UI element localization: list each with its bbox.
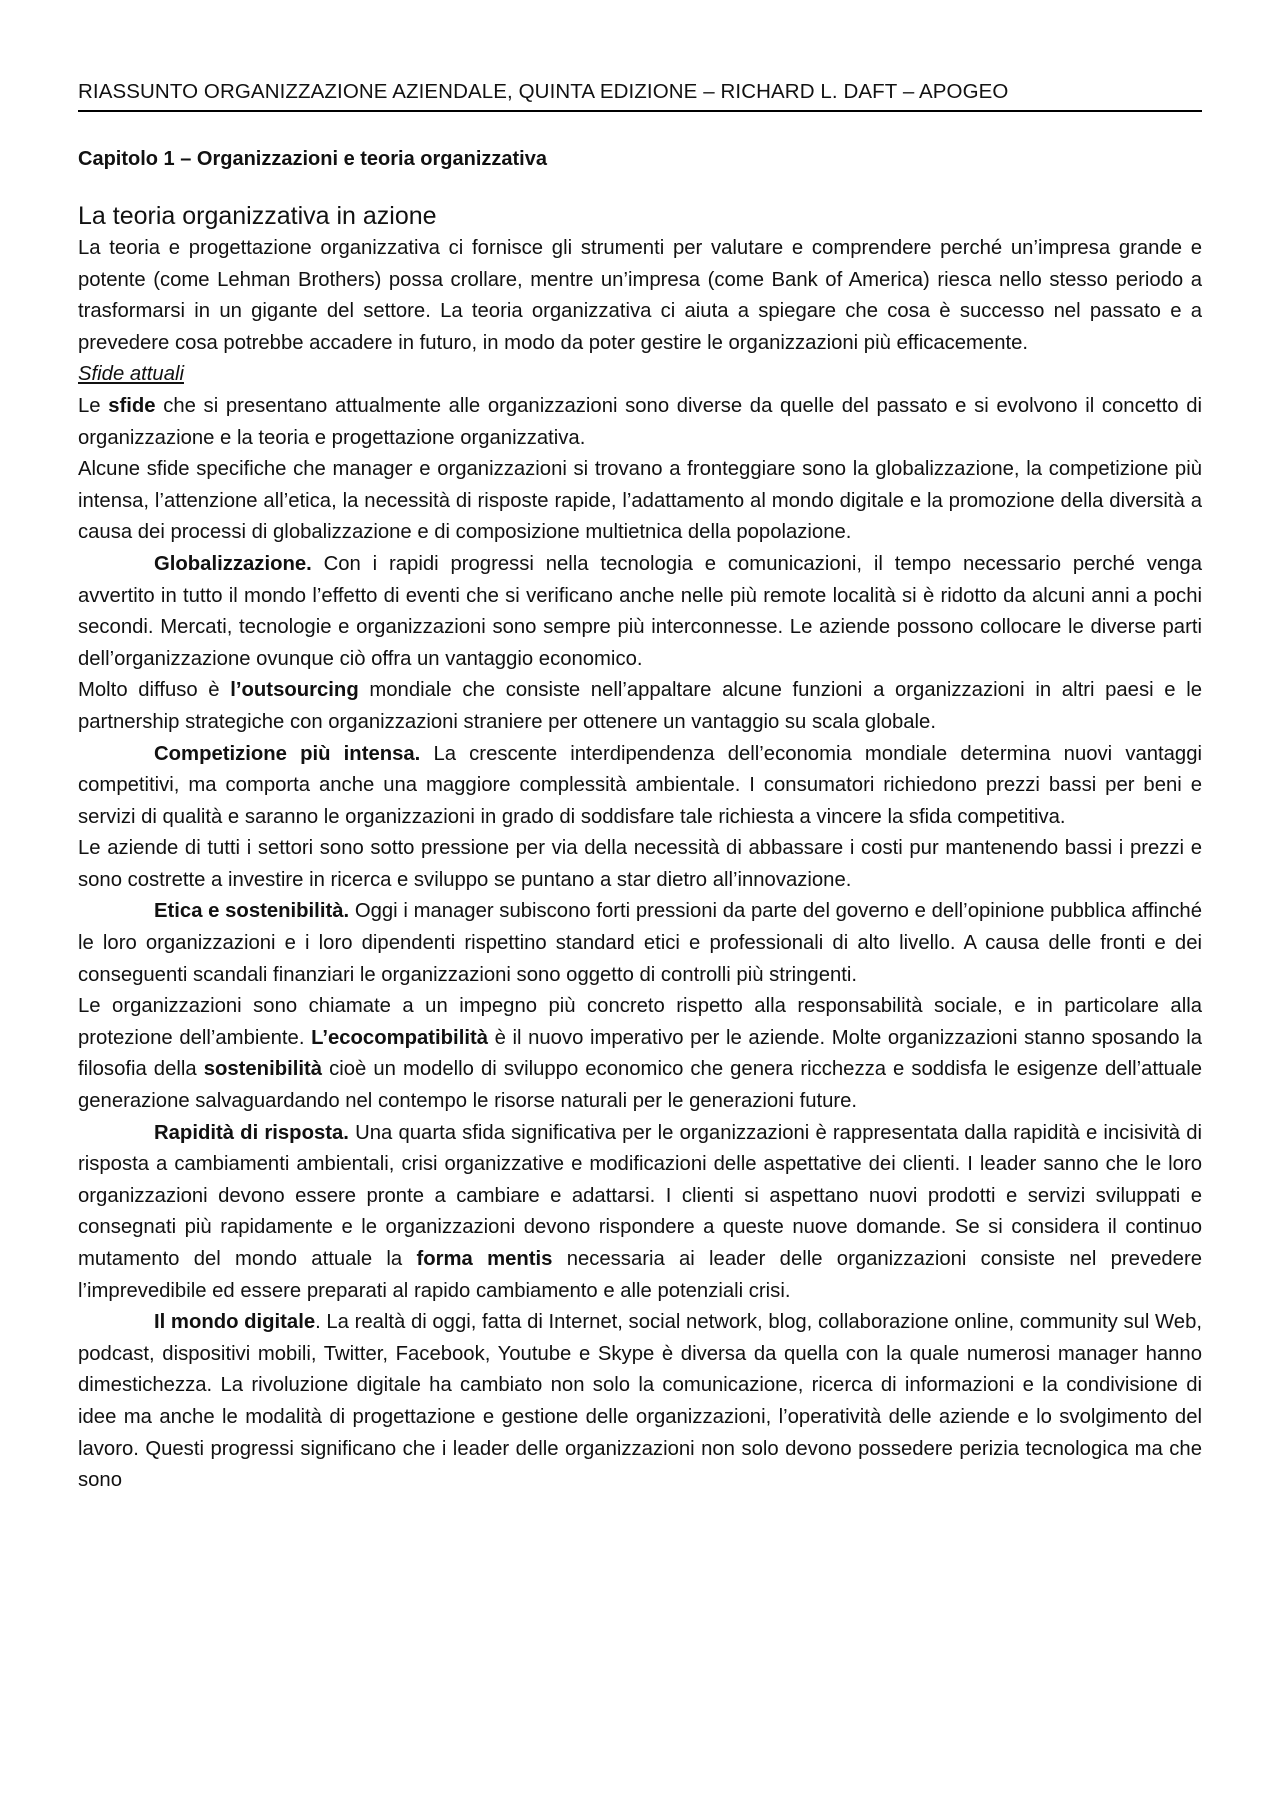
bold-term-sfide: sfide [108,394,156,417]
text-run: cioè un modello di sviluppo economico che genera ricchezza e soddisfa le esigenze dell’attuale generazione salvaguardando nel contempo le risorse naturali per le generazioni future. [78,1058,1202,1113]
bold-term-outsourcing: l’outsourcing [230,679,359,702]
label-etica: Etica e sostenibilità. [154,900,350,923]
text-run: Le [78,394,109,417]
sfide-paragraph-1 [78,391,1202,454]
label-competizione: Competizione più intensa. [154,742,421,765]
chapter-title: Capitolo 1 – Organizzazioni e teoria organizzativa [78,148,547,170]
text-run: Con i rapidi progressi nella tecnologia e comunicazioni, il tempo necessario perché venga avvertito in tutto il mondo l’effetto di eventi che si verificano anche nelle più remote località si è ridotto da alcuni anni a pochi secondi. Mercati, tecnologie e organizzazioni sono sempre più interconnesse. Le aziende possono collocare le diverse parti dell’organizzazione ovunque ciò offra un vantaggio economico. [78,552,1202,670]
text-run: è il nuovo imperativo per le aziende. Molte organizzazioni stanno sposando la filosofia della [78,1026,1202,1081]
text-run: Le organizzazioni sono chiamate a un impegno più concreto rispetto alla responsabilità sociale, e in particolare alla protezione dell’ambiente. [78,995,1202,1049]
label-globalizzazione: Globalizzazione. [154,552,312,575]
text-run: . La realtà di oggi, fatta di Internet, social network, blog, collaborazione online, community sul Web, podcast, dispositivi mobili, Twitter, Facebook, Youtube e Skype è diversa da quella con la quale numerosi manager hanno dimestichezza. La rivoluzione digitale ha cambiato non solo la comunicazione, ricerca di informazioni e la condivisione di idee ma anche le modalità di progettazione e gestione delle organizzazioni, l’operatività delle aziende e lo svolgimento del lavoro. Questi progressi significano che i leader delle organizzazioni non solo devono possedere perizia tecnologica ma che sono [78,1311,1202,1492]
text-run: mondiale che consiste nell’appaltare alcune funzioni a organizzazioni in altri paesi e le partnership strategiche con organizzazioni straniere per ottenere un vantaggio su scala globale. [78,679,1203,733]
globalizzazione-paragraph [78,549,1202,675]
page-content [78,148,1202,1497]
rapidita-paragraph [78,1118,1202,1308]
competizione-paragraph-2: Le aziende di tutti i settori sono sotto pressione per via della necessità di abbassare i costi pur mantenendo bassi i prezzi e sono costrette a investire in ricerca e sviluppo se puntano a star dietro all’innovazione. [78,837,1202,891]
etica-paragraph [78,896,1202,991]
section-title: La teoria organizzativa in azione [78,202,437,230]
text-run: necessaria ai leader delle organizzazioni consiste nel prevedere l’imprevedibile ed essere preparati al rapido cambiamento e alle potenziali crisi. [78,1248,1202,1302]
bold-term-sostenibilita: sostenibilità [203,1058,323,1081]
competizione-paragraph [78,739,1202,834]
digitale-paragraph [78,1307,1202,1497]
subheading-sfide-attuali: Sfide attuali [78,363,184,386]
sfide-paragraph-2: Alcune sfide specifiche che manager e organizzazioni si trovano a fronteggiare sono la globalizzazione, la competizione più intensa, l’attenzione all’etica, la necessità di risposte rapide, l’adattamento al mondo digitale e la promozione della diversità a causa dei processi di globalizzazione e di composizione multietnica della popolazione. [78,458,1202,544]
text-run: Molto diffuso è [78,679,231,702]
sostenibilita-paragraph [78,991,1202,1117]
bold-term-forma-mentis: forma mentis [416,1248,553,1270]
text-run: Oggi i manager subiscono forti pressioni da parte del governo e dell’opinione pubblica affinché le loro organizzazioni e i loro dipendenti rispettino standard etici e professionali di alto livello. A causa delle fronti e dei conseguenti scandali finanziari le organizzazioni sono oggetto di controlli più stringenti. [78,900,1202,986]
running-header: RIASSUNTO ORGANIZZAZIONE AZIENDALE, QUINTA EDIZIONE – RICHARD L. DAFT – APOGEO [78,80,1202,112]
text-run: Una quarta sfida significativa per le organizzazioni è rappresentata dalla rapidità e incisività di risposta a cambiamenti ambientali, crisi organizzative e modificazioni delle aspettative dei clienti. I leader sanno che le loro organizzazioni devono essere pronte a cambiare e adattarsi. I clienti si aspettano nuovi prodotti e servizi sviluppati e consegnati più rapidamente e le organizzazioni devono rispondere a queste nuove domande. Se si considera il continuo mutamento del mondo attuale la [78,1121,1202,1270]
section-intro-paragraph: La teoria e progettazione organizzativa ci fornisce gli strumenti per valutare e comprendere perché un’impresa grande e potente (come Lehman Brothers) possa crollare, mentre un’impresa (come Bank of America) riesca nello stesso periodo a trasformarsi in un gigante del settore. La teoria organizzativa ci aiuta a spiegare che cosa è successo nel passato e a prevedere cosa potrebbe accadere in futuro, in modo da poter gestire le organizzazioni più efficacemente. [78,237,1202,354]
bold-term-ecocompatibilita: L’ecocompatibilità [311,1026,488,1049]
outsourcing-paragraph [78,675,1202,738]
label-rapidita: Rapidità di risposta. [154,1121,349,1144]
text-run: che si presentano attualmente alle organizzazioni sono diverse da quelle del passato e si evolvono il concetto di organizzazione e la teoria e progettazione organizzativa. [78,394,1202,449]
label-mondo-digitale: Il mondo digitale [154,1311,316,1334]
text-run: La crescente interdipendenza dell’economia mondiale determina nuovi vantaggi competitivi, ma comporta anche una maggiore complessità ambientale. I consumatori richiedono prezzi bassi per beni e servizi di qualità e saranno le organizzazioni in grado di soddisfare tale richiesta a vincere la sfida competitiva. [78,742,1202,828]
